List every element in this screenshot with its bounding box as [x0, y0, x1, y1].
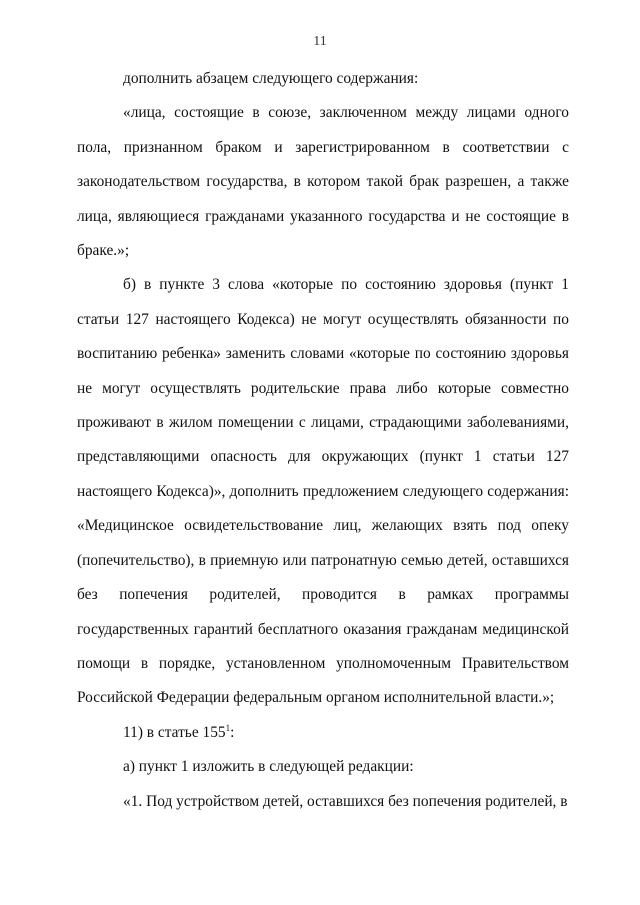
paragraph-article-155 — [77, 716, 569, 750]
page-number: 11 — [313, 34, 327, 49]
article-superscript: 1 — [225, 722, 231, 733]
paragraph-quoted-clause: «1. Под устройством детей, оставшихся без попечения родителей, в — [123, 792, 568, 810]
article-prefix: 11) в статье 155 — [123, 723, 226, 741]
paragraph-item-a: а) пункт 1 изложить в следующей редакции: — [123, 758, 414, 776]
paragraph-item-b: б) в пункте 3 слова «которые по состоянию здоровья (пункт 1 статьи 127 настоящего Кодекса) не могут осуществлять обязанности по воспитанию ребенка» заменить словами «которые по состоянию здоровья не могут осуществлять родительские права либо которые совместно проживают в жилом помещении с лицами, страдающими заболеваниями, представляющими опасность для окружающих (пункт 1 статьи 127 настоящего Кодекса)», дополнить предложением следующего содержания: «Медицинское освидетельствование лиц, желающих взять под опеку (попечительство), в приемную или патронатную семью детей, оставшихся без попечения родителей, проводится в рамках программы государственных гарантий бесплатного оказания гражданам медицинской помощи в порядке, установленном уполномоченным Правительством Российской Федерации федеральным органом исполнительной власти.»; — [77, 276, 569, 707]
document-body — [77, 62, 569, 819]
paragraph-quoted-definition: «лица, состоящие в союзе, заключенном между лицами одного пола, признанном браком и зарегистрированном в соответствии с законодательством государства, в котором такой брак разрешен, а также лица, являющиеся гражданами указанного государства и не состоящие в браке.»; — [77, 104, 569, 260]
paragraph-intro: дополнить абзацем следующего содержания: — [123, 70, 419, 87]
article-suffix: : — [230, 723, 235, 741]
